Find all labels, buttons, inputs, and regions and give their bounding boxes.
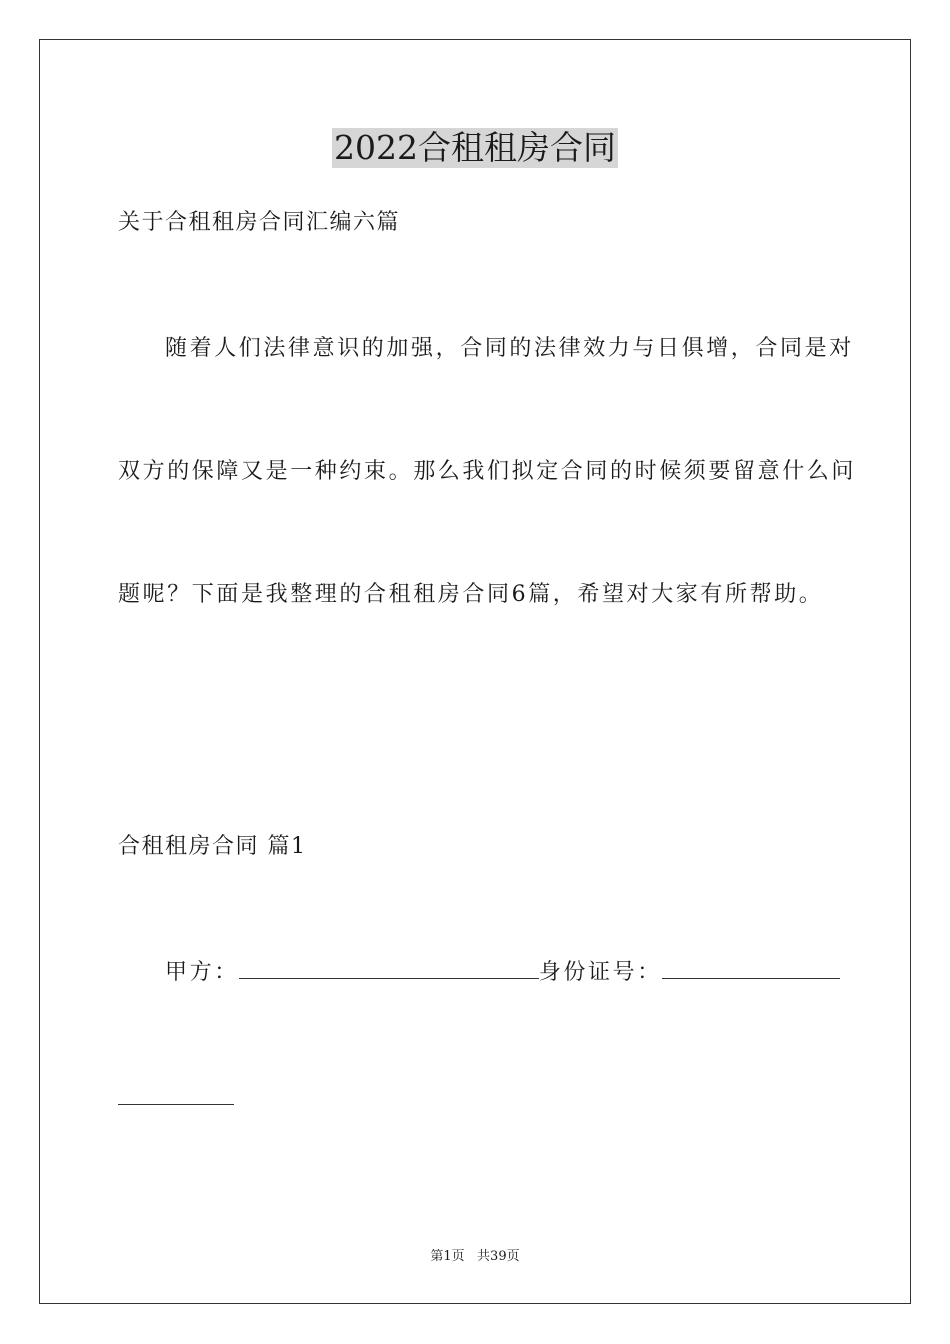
title-container	[0, 128, 950, 168]
intro-paragraph-line-3: 题呢？下面是我整理的合租租房合同6篇，希望对大家有所帮助。	[118, 582, 824, 607]
document-subtitle: 关于合租租房合同汇编六篇	[118, 210, 401, 235]
section-heading: 合租租房合同 篇1	[118, 834, 307, 859]
intro-paragraph-line-2: 双方的保障又是一种约束。那么我们拟定合同的时候须要留意什么问	[118, 459, 857, 484]
page-footer: 第1页 共39页	[430, 1249, 520, 1264]
id-number-blank-field	[662, 956, 840, 979]
id-number-label: 身份证号：	[538, 960, 662, 985]
intro-paragraph-line-1: 随着人们法律意识的加强，合同的法律效力与日俱增，合同是对	[165, 336, 854, 361]
document-title: 2022合租租房合同	[334, 128, 616, 167]
party-a-label: 甲方：	[165, 960, 239, 985]
id-number-blank-continuation	[118, 1104, 234, 1105]
party-a-blank-field	[239, 956, 539, 979]
party-a-row	[165, 956, 840, 988]
